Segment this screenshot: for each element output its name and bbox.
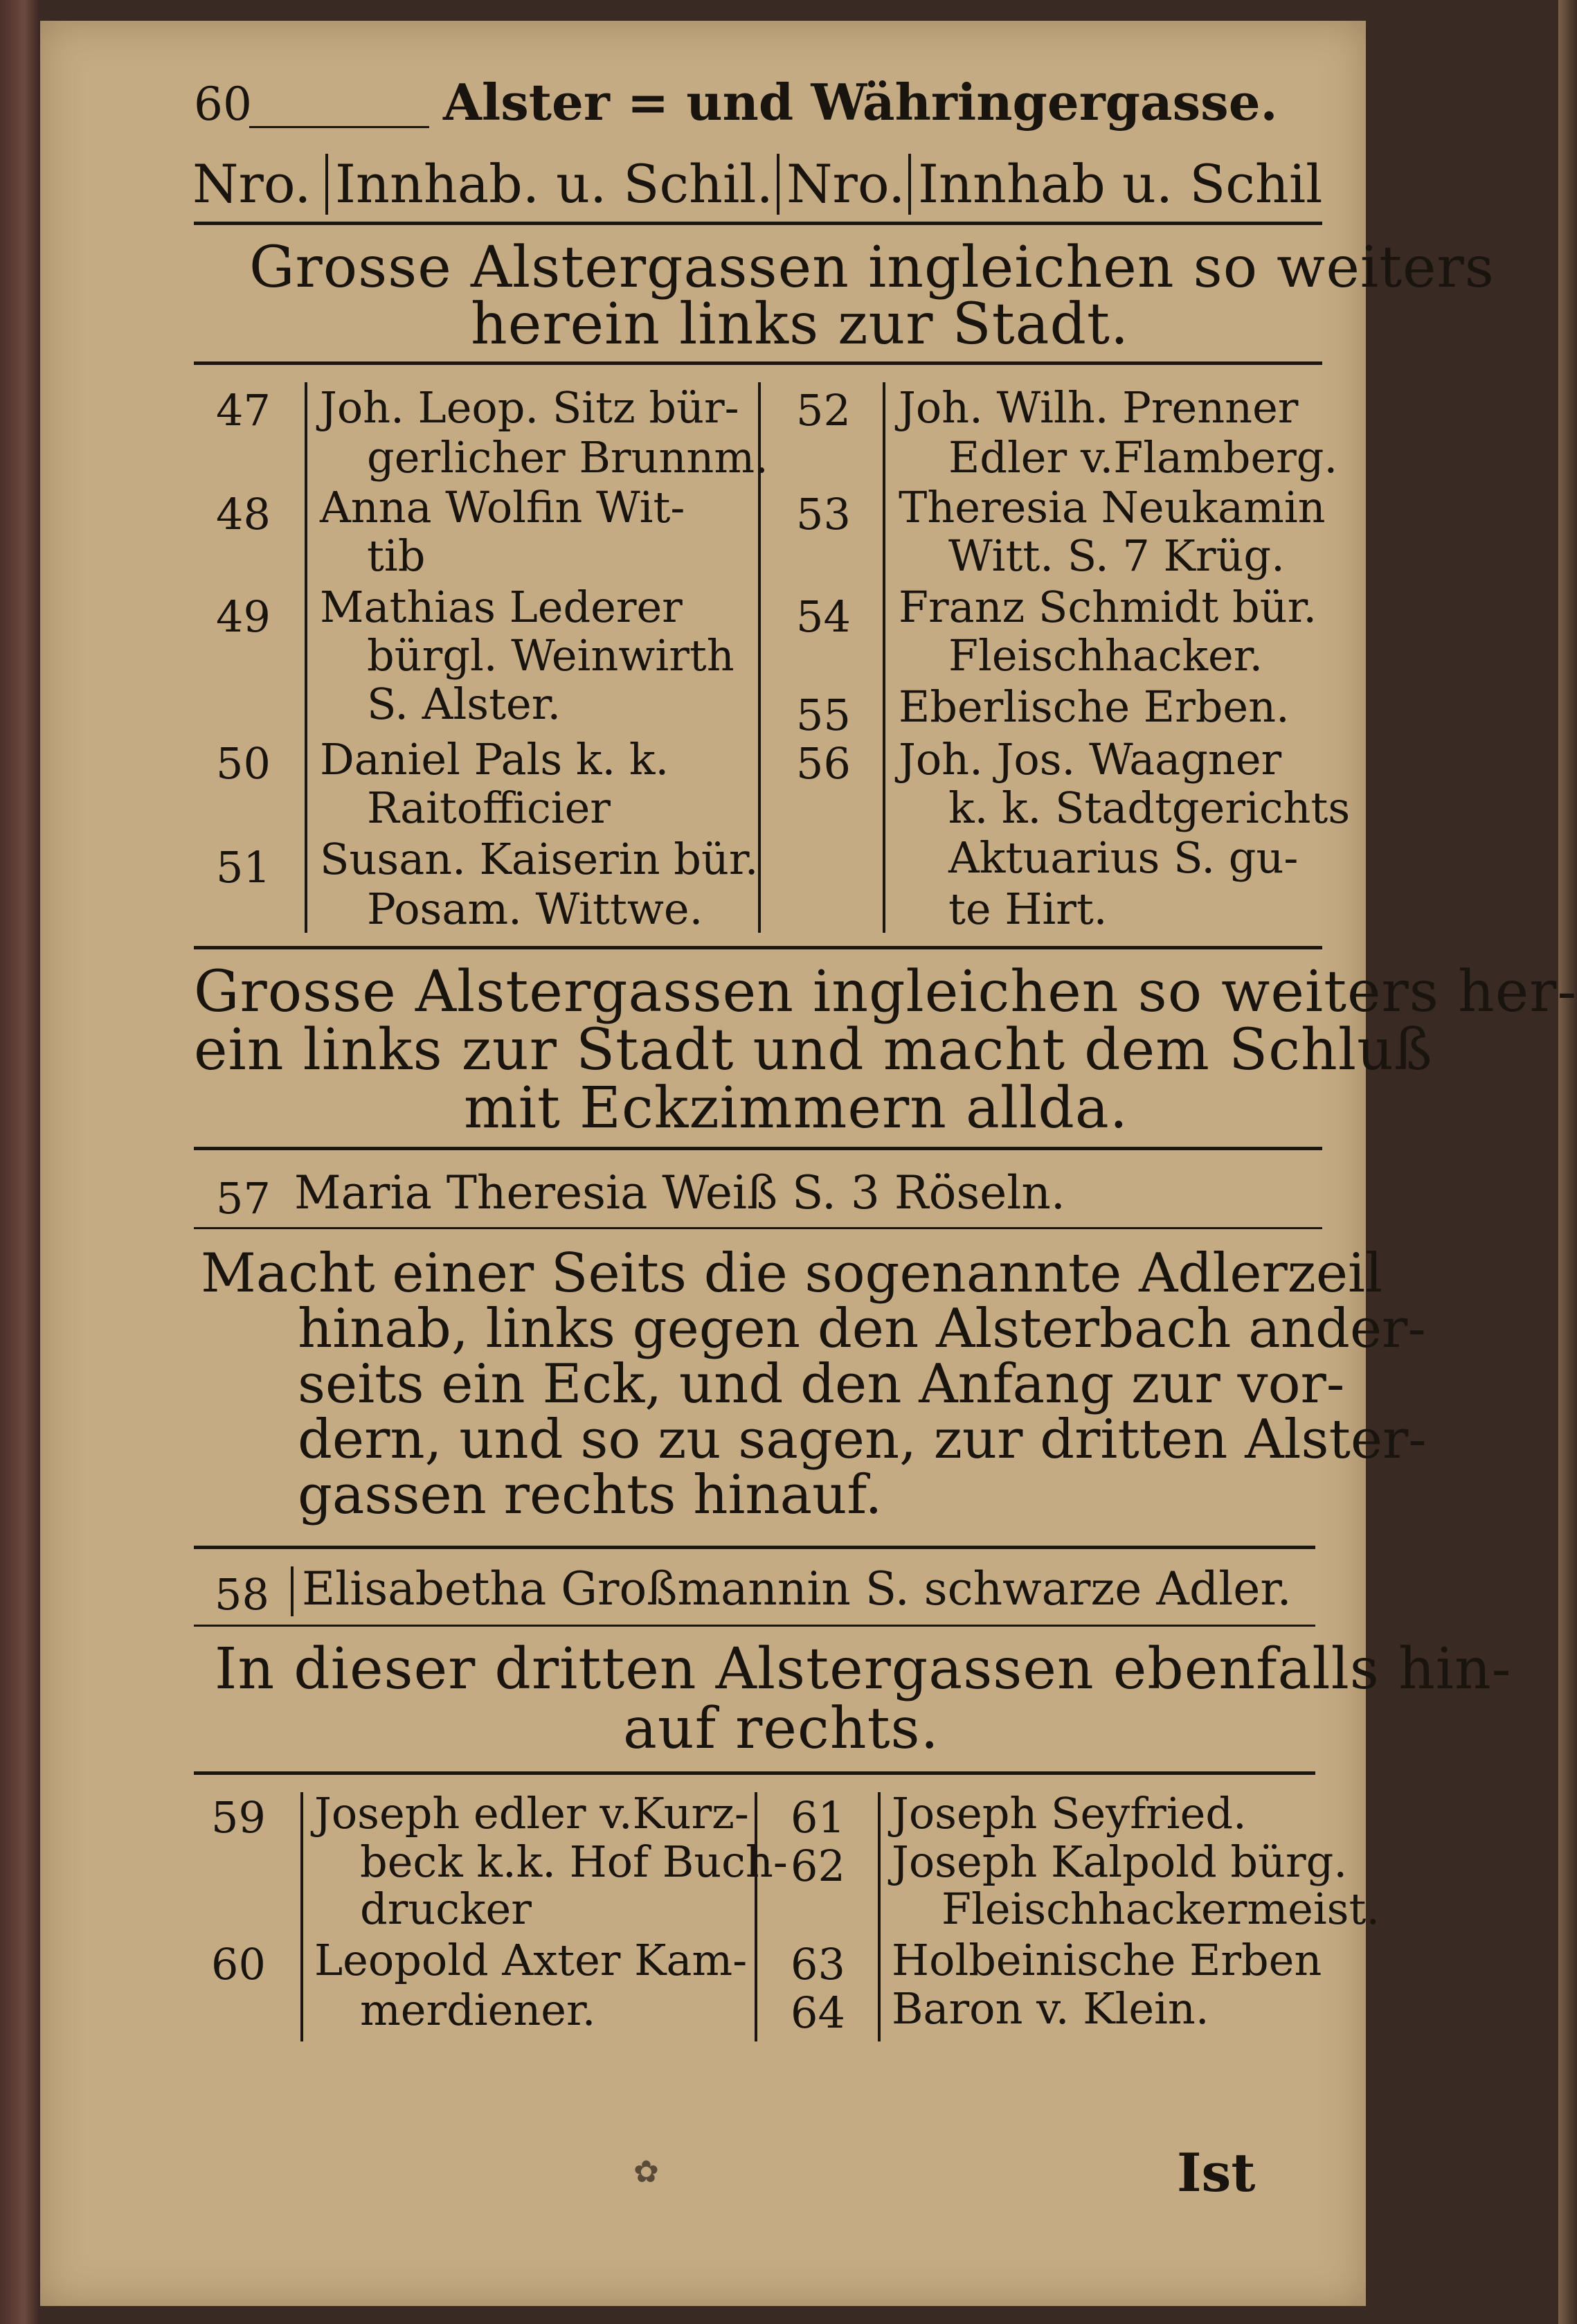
owner-entry: Daniel Pals k. k. xyxy=(320,734,669,785)
house-number: 57 xyxy=(216,1173,271,1224)
section-heading: ein links zur Stadt und macht dem Schluß xyxy=(194,1017,1433,1083)
house-number: 50 xyxy=(216,738,271,789)
catchword: Ist xyxy=(1177,2142,1256,2204)
owner-entry: drucker xyxy=(360,1884,532,1934)
section-heading: herein links zur Stadt. xyxy=(471,292,1130,357)
owner-entry: Raitofficier xyxy=(367,783,611,833)
owner-entry: Franz Schmidt bür. xyxy=(899,582,1317,632)
paragraph-line: dern, und so zu sagen, zur dritten Alster- xyxy=(298,1409,1427,1471)
section-rule xyxy=(194,1147,1322,1150)
section-heading: mit Eckzimmern allda. xyxy=(464,1075,1128,1141)
house-number: 59 xyxy=(211,1792,266,1843)
house-number: 55 xyxy=(796,690,851,740)
owner-entry: Joh. Wilh. Prenner xyxy=(899,382,1299,433)
owner-entry: Joseph edler v.Kurz- xyxy=(314,1788,749,1839)
owner-entry: Aktuarius S. gu- xyxy=(948,832,1299,883)
owner-entry: gerlicher Brunnm. xyxy=(367,432,768,483)
section-heading: In dieser dritten Alstergassen ebenfalls hin- xyxy=(215,1636,1512,1702)
house-number: 48 xyxy=(216,489,271,539)
owner-entry: Eberlische Erben. xyxy=(899,681,1290,732)
owner-entry: beck k.k. Hof Buch- xyxy=(360,1836,788,1887)
owner-entry: Posam. Wittwe. xyxy=(367,884,703,934)
owner-entry: Fleischhacker. xyxy=(948,630,1263,681)
printer-ornament: ✿ xyxy=(633,2154,659,2190)
owner-entry: te Hirt. xyxy=(948,884,1108,934)
col-nro-left: Nro. xyxy=(192,153,312,215)
house-number: 60 xyxy=(211,1939,266,1990)
house-number: 47 xyxy=(216,385,271,436)
table-divider xyxy=(291,1566,294,1616)
section-rule xyxy=(194,946,1322,949)
table-divider xyxy=(883,382,885,933)
owner-entry: Witt. S. 7 Krüg. xyxy=(948,530,1285,581)
owner-entry: Theresia Neukamin xyxy=(899,482,1326,533)
owner-entry: tib xyxy=(367,530,426,581)
owner-entry: Edler v.Flamberg. xyxy=(948,432,1338,483)
col-divider xyxy=(325,154,328,215)
col-nro-right: Nro. xyxy=(786,153,905,215)
owner-entry: Maria Theresia Weiß S. 3 Röseln. xyxy=(294,1166,1065,1219)
section-rule xyxy=(194,1771,1315,1775)
page-number: 60 xyxy=(194,78,252,131)
owner-entry: bürgl. Weinwirth xyxy=(367,630,735,681)
row-rule xyxy=(194,1227,1322,1229)
house-number: 56 xyxy=(796,738,851,789)
owner-entry: Joseph Kalpold bürg. xyxy=(892,1836,1348,1887)
house-number: 62 xyxy=(791,1841,845,1891)
section-rule xyxy=(194,361,1322,365)
page-edge xyxy=(1558,0,1577,2324)
house-number: 51 xyxy=(216,842,271,893)
owner-entry: Mathias Lederer xyxy=(320,582,683,632)
owner-entry: k. k. Stadtgerichts xyxy=(948,783,1351,833)
section-rule xyxy=(194,1546,1315,1549)
house-number: 63 xyxy=(791,1939,845,1990)
owner-entry: Holbeinische Erben xyxy=(892,1935,1322,1985)
section-heading: Grosse Alstergassen ingleichen so weiters her- xyxy=(194,959,1577,1025)
owner-entry: Joh. Leop. Sitz bür- xyxy=(320,382,739,433)
owner-entry: Baron v. Klein. xyxy=(892,1983,1209,2034)
owner-entry: Fleischhackermeist. xyxy=(941,1884,1380,1934)
house-number: 64 xyxy=(791,1987,845,2038)
house-number: 52 xyxy=(796,385,851,436)
owner-entry: Elisabetha Großmannin S. schwarze Adler. xyxy=(302,1562,1292,1616)
header-rule xyxy=(249,126,429,128)
house-number: 49 xyxy=(216,591,271,642)
owner-entry: Joseph Seyfried. xyxy=(892,1788,1247,1839)
owner-entry: Susan. Kaiserin bür. xyxy=(320,834,759,884)
owner-entry: Joh. Jos. Waagner xyxy=(899,734,1282,785)
section-heading: auf rechts. xyxy=(623,1696,939,1762)
col-inhaber-left: Innhab. u. Schil. xyxy=(335,153,773,215)
paragraph-line: seits ein Eck, und den Anfang zur vor- xyxy=(298,1353,1345,1415)
table-divider xyxy=(305,382,307,933)
owner-entry: merdiener. xyxy=(360,1985,596,2035)
col-divider xyxy=(908,154,911,215)
table-divider xyxy=(878,1792,881,2041)
book-binding xyxy=(0,0,40,2324)
col-divider xyxy=(777,154,780,215)
paragraph-line: Macht einer Seits die sogenannte Adlerzeil xyxy=(201,1242,1382,1305)
row-rule xyxy=(194,1625,1315,1627)
owner-entry: S. Alster. xyxy=(367,679,561,729)
house-number: 58 xyxy=(215,1569,269,1620)
section-heading: Grosse Alstergassen ingleichen so weiters xyxy=(249,235,1495,301)
paragraph-line: gassen rechts hinauf. xyxy=(298,1464,883,1526)
col-inhaber-right: Innhab u. Schil xyxy=(918,153,1323,215)
paragraph-line: hinab, links gegen den Alsterbach ander- xyxy=(298,1298,1426,1360)
house-number: 53 xyxy=(796,489,851,539)
table-divider xyxy=(300,1792,303,2041)
house-number: 54 xyxy=(796,591,851,642)
house-number: 61 xyxy=(791,1792,845,1843)
column-rule xyxy=(194,222,1322,225)
owner-entry: Leopold Axter Kam- xyxy=(314,1935,748,1985)
owner-entry: Anna Wolfin Wit- xyxy=(320,482,685,533)
page-title: Alster = und Währingergasse. xyxy=(443,73,1278,132)
table-divider xyxy=(755,1792,757,2041)
